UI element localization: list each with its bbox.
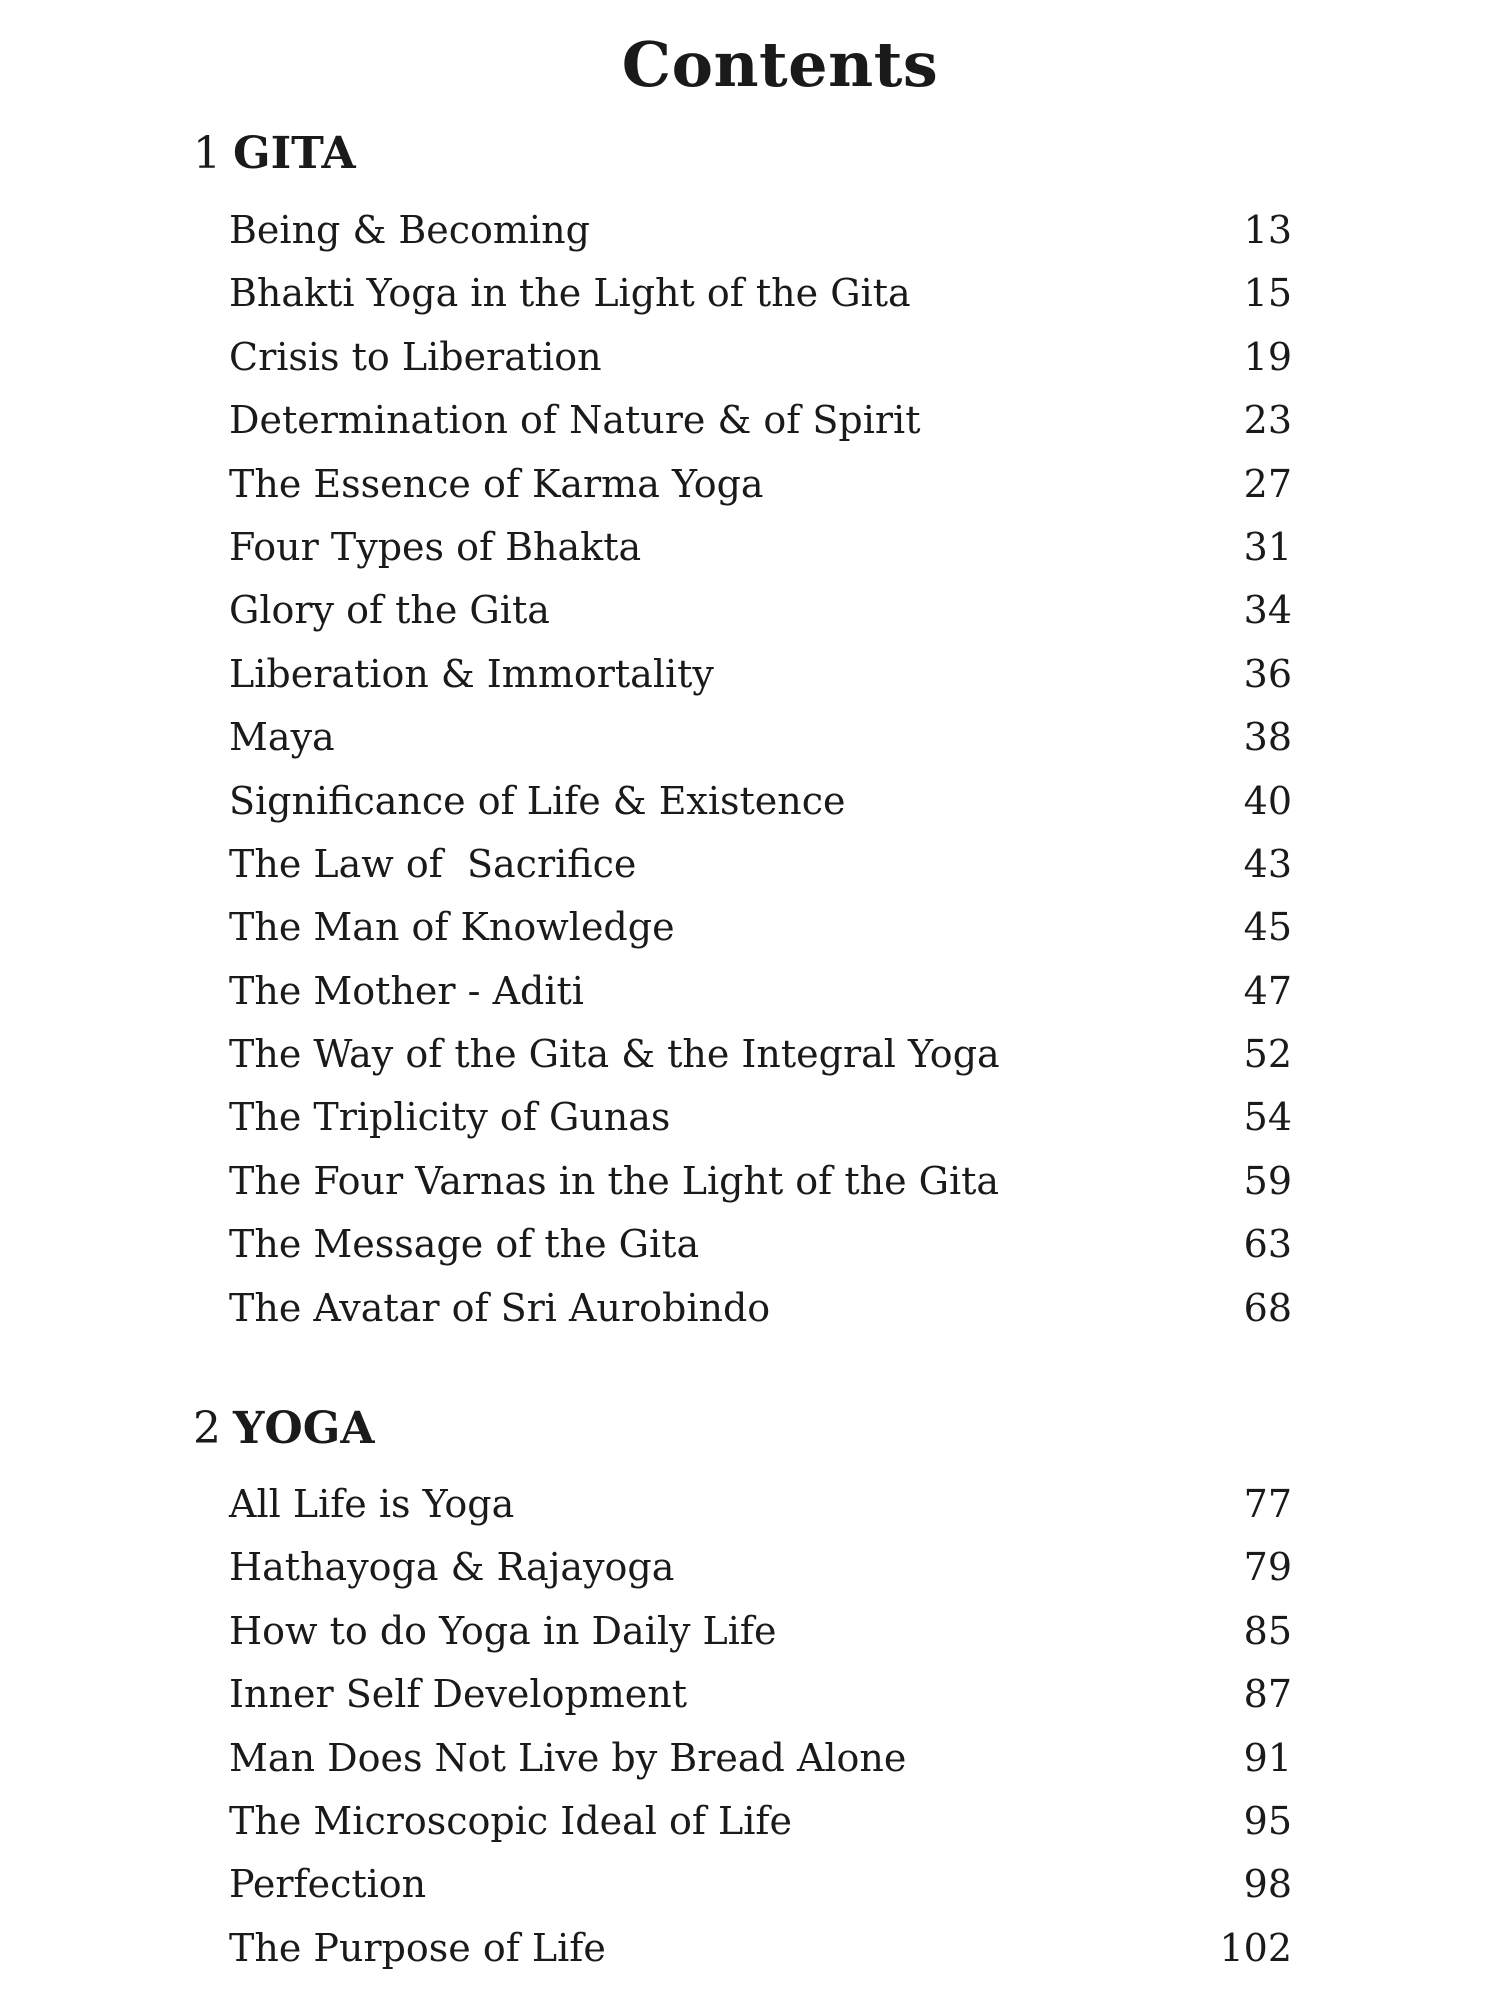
entry-title: The Avatar of Sri Aurobindo xyxy=(229,1285,771,1330)
entry-page-number: 79 xyxy=(1243,1545,1292,1590)
toc-entry[interactable] xyxy=(229,1213,1292,1276)
section-heading-gita xyxy=(193,128,356,179)
toc-entry[interactable] xyxy=(229,199,1292,262)
entry-page-number: 52 xyxy=(1243,1032,1292,1077)
entry-title: Crisis to Liberation xyxy=(229,334,602,379)
entry-page-number: 27 xyxy=(1243,461,1292,506)
toc-entry[interactable] xyxy=(229,453,1292,516)
toc-entry[interactable] xyxy=(229,1917,1292,1980)
toc-entry[interactable] xyxy=(229,896,1292,959)
entry-page-number: 36 xyxy=(1243,651,1292,696)
entry-title: Bhakti Yoga in the Light of the Gita xyxy=(229,271,911,316)
toc-entry[interactable] xyxy=(229,1790,1292,1853)
entry-page-number: 40 xyxy=(1243,778,1292,823)
toc-entry[interactable] xyxy=(229,1150,1292,1213)
entry-title: The Four Varnas in the Light of the Gita xyxy=(229,1158,1000,1203)
entry-title: How to do Yoga in Daily Life xyxy=(229,1608,777,1653)
entry-title: All Life is Yoga xyxy=(229,1482,515,1526)
entry-page-number: 34 xyxy=(1243,588,1292,633)
toc-entry[interactable] xyxy=(229,770,1292,833)
toc-entry[interactable] xyxy=(229,1727,1292,1790)
entry-title: The Purpose of Life xyxy=(229,1925,606,1970)
entry-page-number: 19 xyxy=(1243,334,1292,379)
entry-page-number: 31 xyxy=(1243,524,1292,569)
entry-title: Determination of Nature & of Spirit xyxy=(229,398,921,443)
entry-title: The Man of Knowledge xyxy=(229,905,675,950)
entry-title: Liberation & Immortality xyxy=(229,651,714,696)
entry-title: The Message of the Gita xyxy=(229,1222,700,1267)
toc-entry[interactable] xyxy=(229,389,1292,452)
section-entries-gita xyxy=(229,199,1292,1340)
toc-entry[interactable] xyxy=(229,833,1292,896)
section-number: 2 xyxy=(193,1403,221,1454)
entry-title: Being & Becoming xyxy=(229,208,590,252)
entry-page-number: 45 xyxy=(1243,905,1292,950)
entry-page-number: 59 xyxy=(1243,1158,1292,1203)
entry-page-number: 47 xyxy=(1243,968,1292,1013)
toc-entry[interactable] xyxy=(229,643,1292,706)
toc-entry[interactable] xyxy=(229,1473,1292,1536)
toc-entry[interactable] xyxy=(229,706,1292,769)
toc-entry[interactable] xyxy=(229,326,1292,389)
entry-page-number: 87 xyxy=(1243,1672,1292,1717)
entry-page-number: 91 xyxy=(1243,1735,1292,1780)
entry-title: Inner Self Development xyxy=(229,1672,688,1717)
entry-page-number: 68 xyxy=(1243,1285,1292,1330)
toc-entry[interactable] xyxy=(229,1663,1292,1726)
section-title: GITA xyxy=(233,128,356,179)
entry-page-number: 85 xyxy=(1243,1608,1292,1653)
entry-page-number: 98 xyxy=(1243,1862,1292,1907)
entry-title: The Mother - Aditi xyxy=(229,968,584,1013)
entry-title: Glory of the Gita xyxy=(229,588,550,633)
entry-page-number: 63 xyxy=(1243,1222,1292,1267)
toc-entry[interactable] xyxy=(229,1853,1292,1916)
section-number: 1 xyxy=(193,128,221,179)
entry-title: The Way of the Gita & the Integral Yoga xyxy=(229,1032,1000,1077)
section-entries-yoga xyxy=(229,1473,1292,1980)
entry-title: Four Types of Bhakta xyxy=(229,524,642,569)
section-heading-yoga xyxy=(193,1403,374,1454)
entry-page-number: 15 xyxy=(1243,271,1292,316)
toc-entry[interactable] xyxy=(229,1277,1292,1340)
toc-entry[interactable] xyxy=(229,579,1292,642)
entry-title: Man Does Not Live by Bread Alone xyxy=(229,1735,907,1780)
section-title: YOGA xyxy=(233,1403,375,1454)
entry-page-number: 43 xyxy=(1243,841,1292,886)
entry-page-number: 38 xyxy=(1243,715,1292,760)
toc-entry[interactable] xyxy=(229,262,1292,325)
entry-page-number: 95 xyxy=(1243,1798,1292,1843)
entry-page-number: 23 xyxy=(1243,398,1292,443)
toc-entry[interactable] xyxy=(229,516,1292,579)
entry-title: The Triplicity of Gunas xyxy=(229,1095,671,1140)
entry-page-number: 77 xyxy=(1243,1482,1292,1526)
entry-title: Significance of Life & Existence xyxy=(229,778,846,823)
toc-entry[interactable] xyxy=(229,1536,1292,1599)
toc-entry[interactable] xyxy=(229,1023,1292,1086)
entry-title: The Essence of Karma Yoga xyxy=(229,461,764,506)
entry-title: The Microscopic Ideal of Life xyxy=(229,1798,792,1843)
toc-entry[interactable] xyxy=(229,960,1292,1023)
entry-page-number: 102 xyxy=(1219,1925,1292,1970)
toc-entry[interactable] xyxy=(229,1600,1292,1663)
entry-title: Perfection xyxy=(229,1862,427,1907)
entry-title: The Law of Sacrifice xyxy=(229,841,637,886)
entry-title: Maya xyxy=(229,715,335,760)
toc-entry[interactable] xyxy=(229,1086,1292,1149)
entry-title: Hathayoga & Rajayoga xyxy=(229,1545,675,1590)
page-title: Contents xyxy=(621,28,939,101)
entry-page-number: 54 xyxy=(1243,1095,1292,1140)
entry-page-number: 13 xyxy=(1243,208,1292,252)
